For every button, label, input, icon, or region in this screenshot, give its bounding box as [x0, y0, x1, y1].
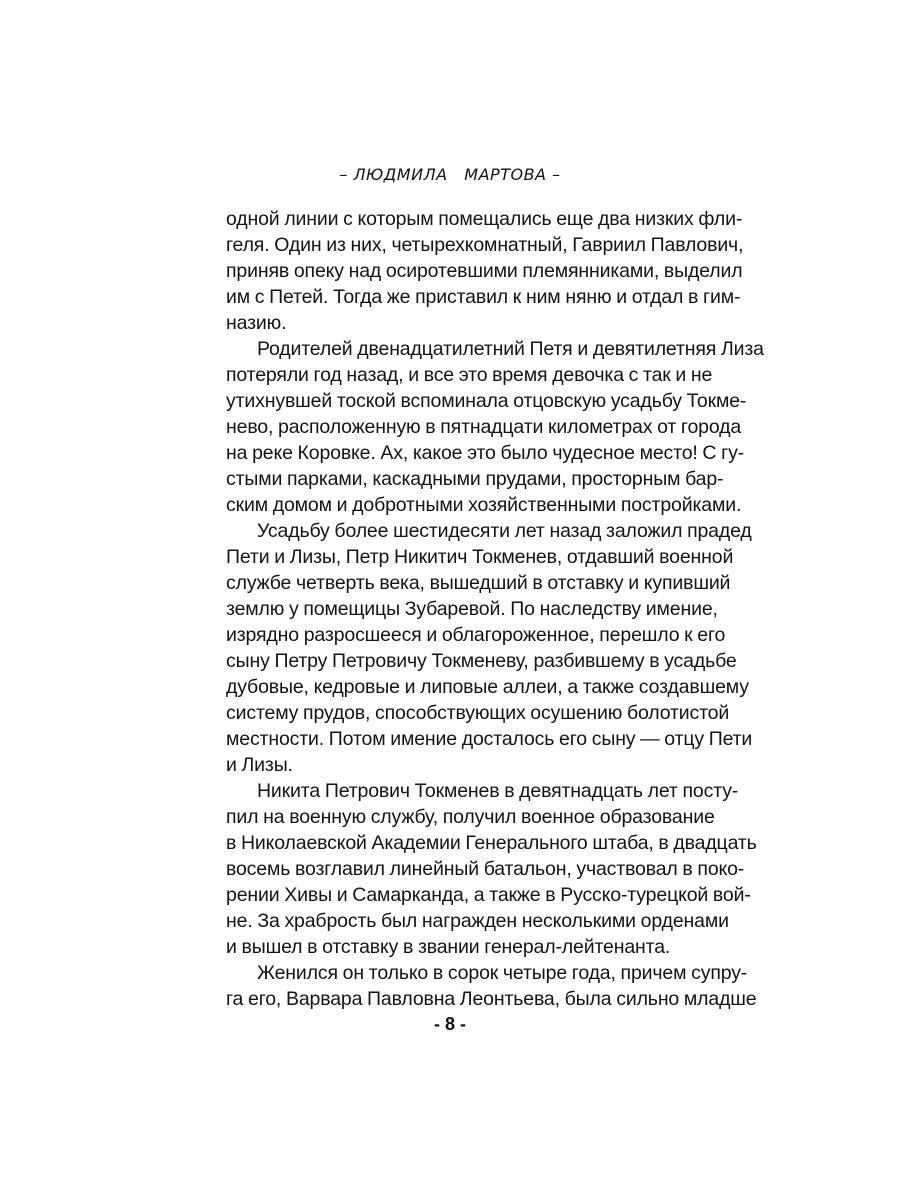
text-line: пил на военную службу, получил военное образование — [226, 806, 715, 828]
text-line: им с Петей. Тогда же приставил к ним няню и отдал в гим- — [226, 286, 741, 308]
text-line: стыми парками, каскадными прудами, просторным бар- — [226, 468, 724, 490]
text-line: Никита Петрович Токменев в девятнадцать лет посту- — [257, 780, 739, 802]
text-line: геля. Один из них, четырехкомнатный, Гавриил Павлович, — [226, 234, 744, 256]
paragraph-1 — [226, 206, 744, 336]
text-line: дубовые, кедровые и липовые аллеи, а также создавшему — [226, 676, 749, 698]
paragraph-3 — [226, 518, 753, 778]
text-line: восемь возглавил линейный батальон, участвовал в поко- — [226, 858, 745, 880]
text-line: утихнувшей тоской вспоминала отцовскую усадьбу Токме- — [226, 390, 747, 412]
text-line: местности. Потом имение досталось его сыну — отцу Пети — [226, 728, 753, 750]
text-line: и вышел в отставку в звании генерал-лейтенанта. — [226, 936, 671, 958]
text-line: Женился он только в сорок четыре года, причем супру- — [257, 962, 748, 984]
text-line: и Лизы. — [226, 754, 293, 776]
text-line: одной линии с которым помещались еще два низких фли- — [226, 208, 743, 230]
text-line: га его, Варвара Павловна Леонтьева, была сильно младше — [226, 988, 757, 1010]
text-line: не. За храбрость был награжден несколькими орденами — [226, 910, 729, 932]
text-line: ским домом и добротными хозяйственными постройками. — [226, 494, 742, 516]
text-line: приняв опеку над осиротевшими племянниками, выделил — [226, 260, 743, 282]
text-line: Пети и Лизы, Петр Никитич Токменев, отдавший военной — [226, 546, 734, 568]
running-head: – ЛЮДМИЛА МАРТОВА – — [339, 165, 561, 184]
text-line: Родителей двенадцатилетний Петя и девятилетняя Лиза — [257, 338, 764, 360]
text-line: потеряли год назад, и все это время девочка с так и не — [226, 364, 713, 386]
text-line: Усадьбу более шестидесяти лет назад заложил прадед — [257, 520, 752, 542]
text-line: рении Хивы и Самарканда, а также в Русско-турецкой вой- — [226, 884, 751, 906]
paragraph-2 — [226, 336, 764, 518]
text-line: систему прудов, способствующих осушению болотистой — [226, 702, 730, 724]
page-number: - 8 - — [433, 1014, 466, 1034]
body-text — [226, 206, 764, 1012]
text-line: в Николаевской Академии Генерального штаба, в двадцать — [226, 832, 757, 854]
text-line: на реке Коровке. Ах, какое это было чудесное место! С гу- — [226, 442, 745, 464]
text-line: назию. — [226, 312, 287, 334]
text-line: сыну Петру Петровичу Токменеву, разбившему в усадьбе — [226, 650, 737, 672]
paragraph-5 — [226, 960, 757, 1012]
paragraph-4 — [226, 778, 757, 960]
text-line: землю у помещицы Зубаревой. По наследству имение, — [226, 598, 718, 620]
text-line: изрядно разросшееся и облагороженное, перешло к его — [226, 624, 726, 646]
text-line: нево, расположенную в пятнадцати километрах от города — [226, 416, 742, 438]
text-line: службе четверть века, вышедший в отставку и купивший — [226, 572, 731, 594]
